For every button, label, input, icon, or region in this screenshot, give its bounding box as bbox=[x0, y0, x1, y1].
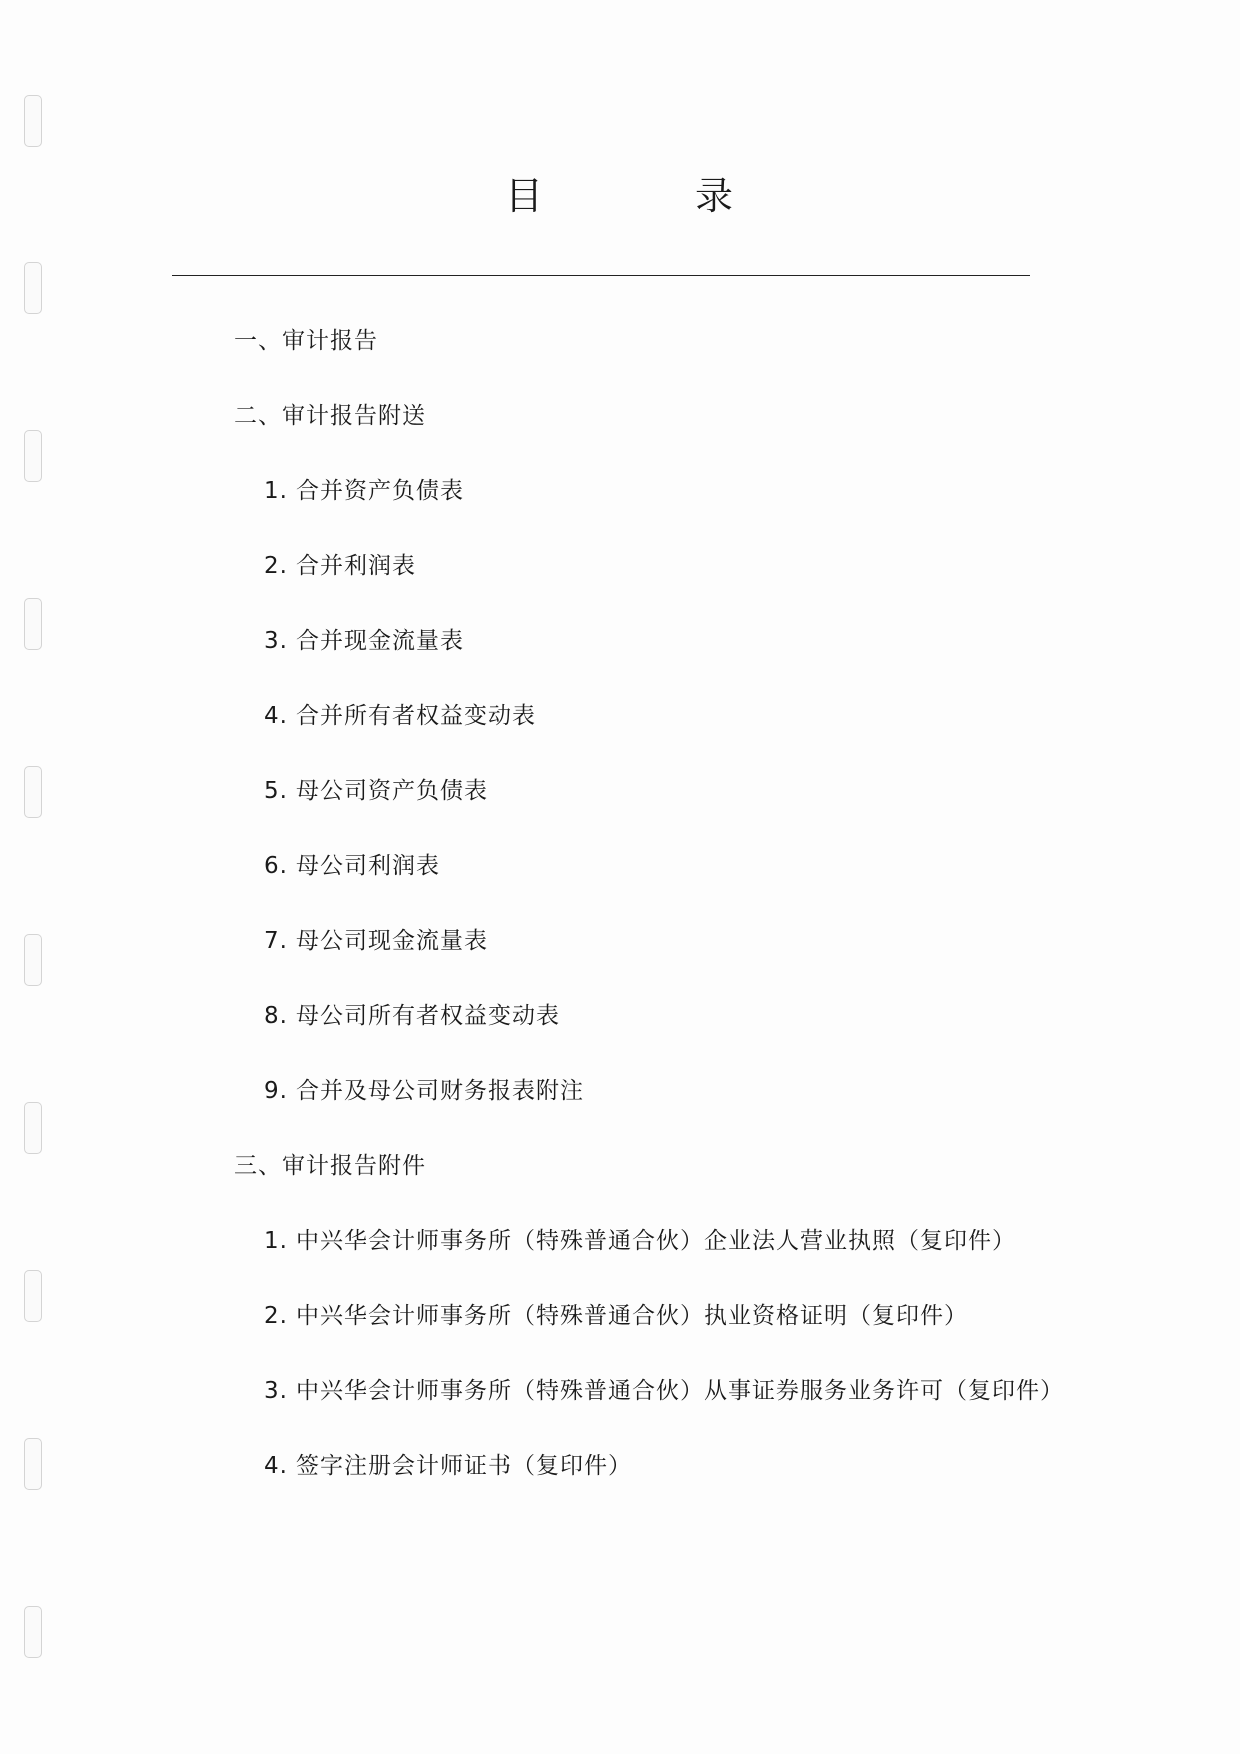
toc-item-number: 8. bbox=[264, 1003, 288, 1029]
toc-item-label: 合并现金流量表 bbox=[295, 628, 464, 654]
toc-item-label: 合并资产负债表 bbox=[295, 478, 464, 504]
toc-item-number: 4. bbox=[264, 703, 288, 729]
title-char-1: 目 bbox=[504, 174, 545, 218]
toc-item[interactable] bbox=[264, 472, 464, 505]
toc-item[interactable] bbox=[264, 547, 416, 580]
toc-item[interactable] bbox=[264, 997, 560, 1030]
toc-item[interactable] bbox=[264, 1372, 1064, 1405]
toc-item-number: 1. bbox=[264, 1228, 288, 1254]
toc-section-1[interactable]: 一、审计报告 bbox=[234, 328, 378, 354]
toc-item-label: 合并及母公司财务报表附注 bbox=[295, 1078, 584, 1104]
toc-item-number: 5. bbox=[264, 778, 288, 804]
toc-section-2[interactable]: 二、审计报告附送 bbox=[234, 403, 426, 429]
toc-item-number: 4. bbox=[264, 1453, 288, 1479]
toc-item-label: 母公司所有者权益变动表 bbox=[295, 1003, 560, 1029]
toc-item-label: 签字注册会计师证书（复印件） bbox=[295, 1453, 632, 1479]
toc-item-label: 母公司现金流量表 bbox=[295, 928, 488, 954]
toc-item[interactable] bbox=[264, 1447, 632, 1480]
toc-item-label: 母公司利润表 bbox=[295, 853, 440, 879]
toc-item-number: 7. bbox=[264, 928, 288, 954]
toc-item-number: 2. bbox=[264, 1303, 288, 1329]
toc-item-number: 9. bbox=[264, 1078, 288, 1104]
toc-item[interactable] bbox=[264, 922, 488, 955]
toc-item-number: 6. bbox=[264, 853, 288, 879]
toc-item[interactable] bbox=[264, 1072, 584, 1105]
toc-item-label: 合并利润表 bbox=[295, 553, 416, 579]
toc-item-number: 3. bbox=[264, 1378, 288, 1404]
toc-item-number: 1. bbox=[264, 478, 288, 504]
toc-item[interactable] bbox=[264, 697, 536, 730]
toc-item-label: 合并所有者权益变动表 bbox=[295, 703, 536, 729]
title-char-2: 录 bbox=[695, 174, 736, 218]
toc-item[interactable] bbox=[264, 1222, 1016, 1255]
toc-item[interactable] bbox=[264, 1297, 968, 1330]
toc-item[interactable] bbox=[264, 622, 464, 655]
toc-item[interactable] bbox=[264, 847, 440, 880]
toc-item-number: 3. bbox=[264, 628, 288, 654]
toc-item-label: 中兴华会计师事务所（特殊普通合伙）企业法人营业执照（复印件） bbox=[295, 1228, 1016, 1254]
toc-item[interactable] bbox=[264, 772, 488, 805]
toc-item-label: 中兴华会计师事务所（特殊普通合伙）执业资格证明（复印件） bbox=[295, 1303, 968, 1329]
toc-item-number: 2. bbox=[264, 553, 288, 579]
toc-item-label: 中兴华会计师事务所（特殊普通合伙）从事证券服务业务许可（复印件） bbox=[295, 1378, 1064, 1404]
toc-section-3[interactable]: 三、审计报告附件 bbox=[234, 1153, 426, 1179]
toc-item-label: 母公司资产负债表 bbox=[295, 778, 488, 804]
